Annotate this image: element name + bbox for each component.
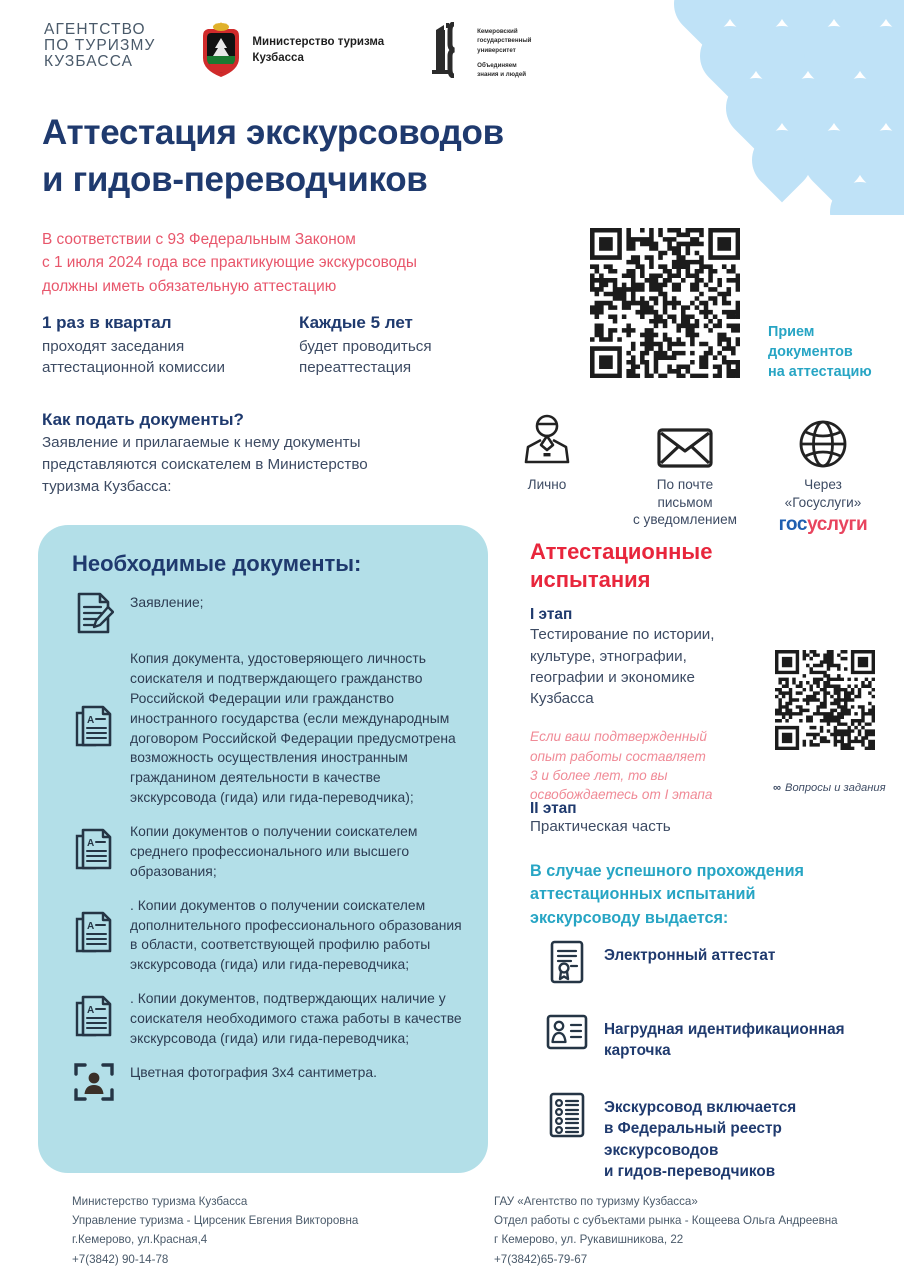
method-2-label-1: Через xyxy=(804,477,842,492)
stage-one xyxy=(530,606,745,709)
droplet-shape xyxy=(766,0,851,46)
agency-line-2: ПО ТУРИЗМУ xyxy=(44,37,156,55)
award-2-label-1: Экскурсовод включается xyxy=(604,1098,797,1116)
title-line-1: Аттестация экскурсоводов xyxy=(42,113,504,152)
fact-1-head: Каждые 5 лет xyxy=(299,313,413,332)
droplet-shape xyxy=(870,66,904,151)
stage-one-text-4: Кузбасса xyxy=(530,690,594,708)
kemsu-logo-text xyxy=(477,22,531,79)
link-icon: ∞ xyxy=(773,782,781,794)
gosuslugi-logo xyxy=(754,514,892,536)
stage-one-text-2: культуре, этнографии, xyxy=(530,647,687,665)
certificate-icon xyxy=(546,940,588,984)
svg-text:A: A xyxy=(87,837,95,849)
kemsu-mark-icon xyxy=(428,22,470,78)
fact-0-body-2: аттестационной комиссии xyxy=(42,358,226,376)
gosuslugi-part-2: услуги xyxy=(807,514,868,536)
method-by-mail xyxy=(616,412,754,536)
awards-list xyxy=(546,940,902,1212)
document-item-text: . Копии документов о получении соискателем дополнительного профессионального образования в области, соответствующей профилю работы экскурсовода (гида) или гида-переводчика; xyxy=(130,896,462,973)
required-documents-card xyxy=(38,525,488,1173)
qr-code-applications[interactable] xyxy=(590,228,740,378)
footer-contacts xyxy=(0,1192,904,1269)
logo-ministry-of-tourism xyxy=(199,22,384,80)
method-1-label-1: По почте xyxy=(656,477,714,492)
logo-kemsu xyxy=(428,22,531,79)
person-icon xyxy=(478,412,616,470)
droplet-shape xyxy=(844,14,904,99)
droplet-shape xyxy=(674,0,746,46)
droplet-shape xyxy=(792,118,877,203)
droplet-shape xyxy=(766,66,851,151)
stage-two xyxy=(530,800,900,835)
droplet-shape xyxy=(870,0,904,46)
qr-cap-1: Прием xyxy=(768,324,815,340)
footer-left-line-2: Управление туризма - Цирсеник Евгения Викторовна xyxy=(72,1214,359,1228)
agency-line-1: АГЕНТСТВО xyxy=(44,21,146,38)
document-item-text: Цветная фотография 3х4 сантиметра. xyxy=(130,1063,377,1080)
droplet-shape xyxy=(688,14,773,99)
qr-questions-caption xyxy=(773,782,886,794)
droplet-shape xyxy=(844,118,904,203)
droplet-shape xyxy=(792,14,877,99)
law-line-1: В соответствии с 93 Федеральным Законом xyxy=(42,231,356,248)
law-line-3: должны иметь обязательную аттестацию xyxy=(42,277,337,295)
footer-right-line-1: ГАУ «Агентство по туризму Кузбасса» xyxy=(494,1195,698,1208)
svg-text:A: A xyxy=(87,714,95,726)
kemsu-name-1: Кемеровский xyxy=(477,28,518,35)
fact-0-head: 1 раз в квартал xyxy=(42,313,172,332)
droplet-shape xyxy=(740,14,825,99)
stage-two-title: II этап xyxy=(530,800,577,817)
svg-text:A: A xyxy=(87,921,95,933)
exemption-line-2: опыт работы составляет xyxy=(530,748,706,764)
svg-text:A: A xyxy=(87,1004,95,1016)
how-to-text-1: Заявление и прилагаемые к нему документы xyxy=(42,434,361,451)
award-2-label-2: в Федеральный реестр xyxy=(604,1120,782,1138)
gosuslugi-part-1: гос xyxy=(778,514,808,536)
exams-block xyxy=(530,538,900,805)
documents-copy-icon xyxy=(72,820,116,882)
method-2-label-2: «Госуслуги» xyxy=(784,494,862,510)
success-heading-2: аттестационных испытаний xyxy=(530,885,756,904)
list-item xyxy=(72,820,466,882)
qr-top-caption xyxy=(768,323,896,383)
required-documents-heading: Необходимые документы: xyxy=(72,551,362,576)
exemption-line-1: Если ваш подтвержденный xyxy=(530,729,707,745)
document-item-text: Копии документов о получении соискателем среднего профессионального или высшего образования; xyxy=(130,823,418,879)
list-item xyxy=(72,987,466,1049)
stage-one-text-3: географии и экономике xyxy=(530,668,695,686)
how-to-text-2: представляются соискателем в Министерство xyxy=(42,456,368,474)
logo-row xyxy=(44,22,531,80)
exemption-line-4: освобождаетесь от I этапа xyxy=(530,787,713,803)
photo-frame-icon xyxy=(72,1061,116,1103)
page-title xyxy=(42,110,682,203)
fact-0-body-1: проходят заседания xyxy=(42,338,185,355)
title-line-2: и гидов-переводчиков xyxy=(42,159,428,199)
qr-cap-2: документов xyxy=(768,343,853,360)
exams-heading-1: Аттестационные xyxy=(530,539,713,564)
exams-heading-2: испытания xyxy=(530,567,651,593)
ministry-line-2: Кузбасса xyxy=(252,52,304,64)
method-gosuslugi[interactable] xyxy=(754,412,892,536)
list-item xyxy=(72,1061,466,1103)
success-heading-3: экскурсоводу выдается: xyxy=(530,908,729,927)
list-item xyxy=(72,647,466,808)
stage-two-text: Практическая часть xyxy=(530,818,671,835)
logo-tourism-agency xyxy=(44,22,155,70)
footer-right-line-2: Отдел работы с субъектами рынка - Кощеева Ольга Андреевна xyxy=(494,1214,838,1228)
required-documents-list xyxy=(38,591,488,1103)
award-0-label-1: Электронный аттестат xyxy=(604,947,776,964)
kemsu-slogan-1: Объединяем xyxy=(477,61,517,69)
list-item xyxy=(72,591,466,635)
documents-copy-icon xyxy=(72,987,116,1049)
fact-five-years xyxy=(299,313,512,379)
fact-1-body-1: будет проводиться xyxy=(299,338,432,355)
method-in-person xyxy=(478,412,616,536)
qr-questions-label: Вопросы и задания xyxy=(784,782,886,794)
how-to-heading: Как подать документы? xyxy=(42,410,244,429)
qr-code-questions[interactable] xyxy=(775,650,875,750)
exemption-line-3: 3 и более лет, то вы xyxy=(530,768,668,784)
how-to-submit-block xyxy=(42,410,492,498)
award-2-label-3: экскурсоводов xyxy=(604,1141,719,1159)
award-federal-registry xyxy=(546,1092,902,1183)
experience-exemption-note xyxy=(530,727,745,804)
stage-one-text-1: Тестирование по истории, xyxy=(530,626,715,644)
document-item-text: . Копии документов, подтверждающих наличие у соискателя необходимого стажа работы в качестве экскурсовода (гида) или гида-переводчика; xyxy=(130,990,462,1046)
footer-left-line-3: г.Кемерово, ул.Красная,4 xyxy=(72,1233,208,1247)
law-line-2: с 1 июля 2024 года все практикующие экскурсоводы xyxy=(42,254,417,272)
list-item xyxy=(72,894,466,976)
footer-right-line-3: г Кемерово, ул. Рукавишникова, 22 xyxy=(494,1233,684,1247)
id-badge-icon xyxy=(546,1014,588,1050)
documents-copy-icon xyxy=(72,894,116,976)
footer-agency-contacts xyxy=(494,1192,894,1269)
success-heading-1: В случае успешного прохождения xyxy=(530,862,804,880)
method-1-label-3: с уведомлением xyxy=(632,512,738,528)
registry-list-icon xyxy=(546,1092,588,1138)
droplet-shape xyxy=(818,0,903,46)
document-item-text: Копия документа, удостоверяющего личность соискателя и подтверждающего гражданство Российской Федерации или гражданство иностранного государства (если международным договором Российской Федерации предусмотрена возможность осуществления иностранным гражданином деятельности в качестве экскурсовода (гида) или гида-переводчика); xyxy=(130,650,456,806)
exams-heading xyxy=(530,538,900,594)
agency-line-3: КУЗБАССА xyxy=(44,53,134,71)
droplet-shape xyxy=(818,170,903,215)
fact-1-body-2: переаттестация xyxy=(299,358,412,376)
award-1-label-2: карточка xyxy=(604,1042,671,1060)
award-1-label-1: Нагрудная идентификационная xyxy=(604,1021,845,1038)
success-heading xyxy=(530,860,890,930)
envelope-icon xyxy=(616,412,754,470)
facts-row xyxy=(42,313,512,379)
award-certificate xyxy=(546,940,902,984)
kemsu-name-2: государственный xyxy=(477,37,532,45)
how-to-text-3: туризма Кузбасса: xyxy=(42,478,172,496)
footer-right-phone[interactable]: +7(3842)65-79-67 xyxy=(494,1252,588,1266)
documents-copy-icon xyxy=(72,647,116,808)
qr-cap-3: на аттестацию xyxy=(768,363,872,380)
award-id-badge xyxy=(546,1014,902,1062)
method-1-label-2: письмом xyxy=(657,494,713,510)
footer-ministry-contacts xyxy=(72,1192,472,1269)
ministry-logo-text xyxy=(252,35,384,66)
droplet-shape xyxy=(714,66,799,151)
footer-left-phone[interactable]: +7(3842) 90-14-78 xyxy=(72,1252,169,1266)
stage-one-title: I этап xyxy=(530,606,573,624)
kemsu-name-3: университет xyxy=(477,46,516,54)
award-2-label-4: и гидов-переводчиков xyxy=(604,1163,776,1181)
document-pencil-icon xyxy=(72,591,116,635)
droplet-shape xyxy=(818,66,903,151)
droplet-shape xyxy=(714,0,799,46)
droplet-shape xyxy=(740,118,825,203)
footer-left-line-1: Министерство туризма Кузбасса xyxy=(72,1195,248,1208)
ministry-line-1: Министерство туризма xyxy=(252,36,385,49)
document-item-text: Заявление; xyxy=(130,594,204,610)
law-notice xyxy=(42,228,512,298)
submission-methods xyxy=(478,412,892,536)
kuzbass-coat-of-arms-icon xyxy=(199,22,243,80)
method-0-label-1: Лично xyxy=(527,477,567,492)
globe-icon xyxy=(754,412,892,470)
droplet-decoration xyxy=(674,0,904,215)
droplet-shape xyxy=(870,170,904,215)
kemsu-slogan-2: знания и людей xyxy=(477,71,527,79)
fact-quarterly xyxy=(42,313,255,379)
